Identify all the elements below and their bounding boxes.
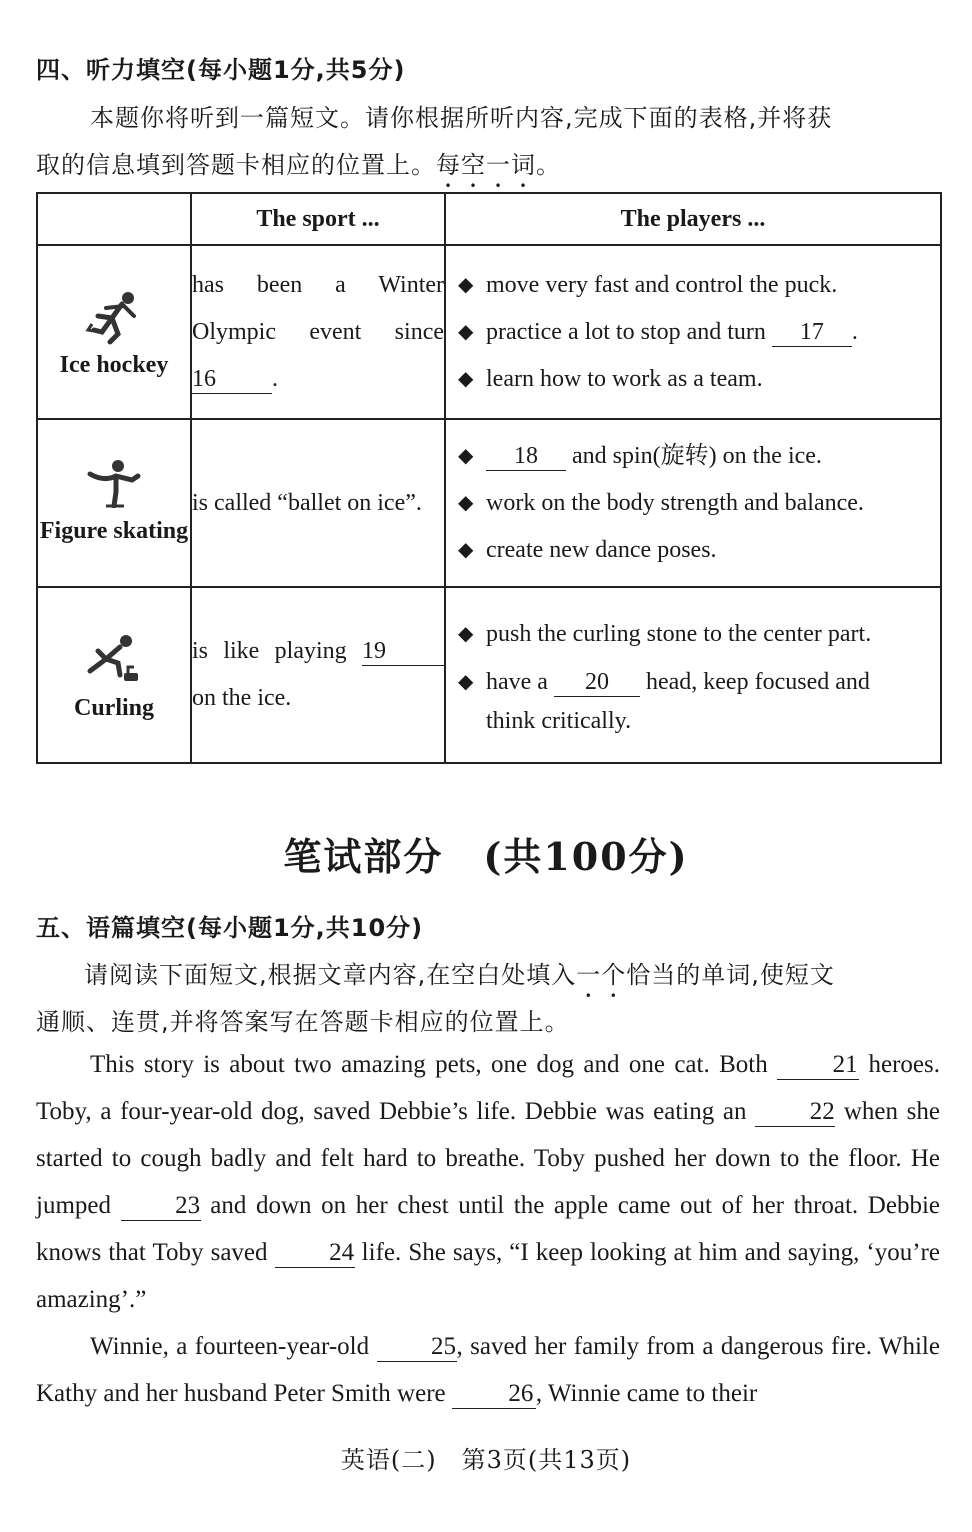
answer-blank: 16 [192, 365, 272, 394]
sport-cell [37, 587, 191, 763]
instruction-end: 。 [536, 151, 561, 179]
item-text: have a [486, 668, 554, 695]
sport-description [191, 587, 445, 763]
list-item [458, 433, 934, 480]
passage-text: when she started to cough badly and felt hard to breathe. Toby pushed her down to the floor. He jumped [36, 1098, 940, 1219]
answer-blank: 21 [777, 1051, 859, 1080]
passage-text: and down on her chest until the apple came out of her throat. Debbie knows that Toby saved [36, 1192, 940, 1266]
curling-icon [84, 629, 144, 689]
description-end: . [272, 365, 278, 392]
players-cell [445, 419, 941, 587]
header-empty [37, 193, 191, 245]
section4-instruction-line1: 本题你将听到一篇短文。请你根据所听内容,完成下面的表格,并将获 [90, 104, 833, 132]
list-item-continued [458, 702, 934, 740]
description-text: has been a Winter Olympic event since [192, 271, 444, 345]
answer-blank: 19 [362, 637, 444, 666]
description-text: is like playing [192, 638, 347, 664]
diamond-bullet-icon: ◆ [458, 538, 474, 561]
list-item [458, 527, 934, 574]
description-end: on the ice. [192, 685, 292, 711]
answer-blank: 26 [452, 1380, 536, 1409]
sport-cell [37, 245, 191, 419]
item-end: head, keep focused and [639, 668, 870, 695]
diamond-bullet-icon: ◆ [458, 273, 474, 296]
list-item [458, 662, 934, 702]
instruction-text: 取的信息填到答题卡相应的位置上。 [36, 151, 436, 179]
instruction-text-2: 恰当的单词,使短文 [626, 961, 835, 989]
passage-text: heroes. Toby, a four-year-old dog, saved Debbie’s life. Debbie was eating an [36, 1051, 940, 1125]
passage-paragraph [36, 1041, 940, 1323]
answer-blank: 25 [377, 1333, 457, 1362]
list-item [458, 356, 934, 403]
diamond-bullet-icon: ◆ [458, 670, 474, 693]
table-row [37, 587, 941, 763]
figure-skating-icon [84, 458, 144, 508]
table-row [37, 419, 941, 587]
answer-blank: 17 [772, 318, 852, 347]
passage-text: life. She says, “I keep looking at him and saying, ‘you’re amazing’.” [36, 1239, 940, 1313]
sport-description [191, 419, 445, 587]
section5-heading: 五、语篇填空(每小题1分,共10分) [36, 914, 424, 942]
section4-instruction-line2 [36, 145, 561, 193]
passage-paragraph [36, 1323, 940, 1417]
header-sport: The sport ... [191, 193, 445, 245]
table-row [37, 245, 941, 419]
item-text: work on the body strength and balance. [486, 489, 864, 516]
listening-table [36, 192, 942, 764]
item-text: move very fast and control the puck. [486, 271, 838, 298]
sport-name: Figure skating [39, 518, 189, 544]
answer-blank: 24 [275, 1239, 355, 1268]
instruction-text: 请阅读下面短文,根据文章内容,在空白处填入 [84, 961, 577, 989]
section5-instruction-line1 [84, 955, 835, 1003]
diamond-bullet-icon: ◆ [458, 367, 474, 390]
diamond-bullet-icon: ◆ [458, 491, 474, 514]
table-header-row [37, 193, 941, 245]
item-text: practice a lot to stop and turn [486, 318, 772, 345]
players-cell [445, 587, 941, 763]
reading-passage [36, 1041, 940, 1417]
sport-name: Curling [73, 694, 154, 721]
item-text: and spin(旋转) on the ice. [566, 442, 822, 469]
sport-name: Ice hockey [59, 351, 169, 378]
item-text: create new dance poses. [486, 536, 717, 563]
list-item [458, 262, 934, 309]
item-text: think critically. [486, 707, 632, 734]
passage-text: , Winnie came to their [535, 1380, 758, 1407]
header-players: The players ... [445, 193, 941, 245]
emphasized-text: 每空一词 [436, 151, 536, 179]
ice-hockey-icon [84, 286, 144, 346]
passage-text: , saved her family from a dangerous fire. While Kathy and her husband Peter Smith were [36, 1333, 940, 1407]
item-text: learn how to work as a team. [486, 365, 763, 392]
passage-text: This story is about two amazing pets, one dog and one cat. Both [90, 1051, 778, 1078]
page-footer: 英语(二) 第3页(共13页) [340, 1446, 632, 1474]
players-cell [445, 245, 941, 419]
emphasized-text: 一个 [576, 961, 627, 989]
diamond-bullet-icon: ◆ [458, 622, 474, 645]
list-item [458, 480, 934, 527]
answer-blank: 20 [554, 668, 640, 697]
item-end: . [851, 318, 858, 345]
section5-instruction-line2: 通顺、连贯,并将答案写在答题卡相应的位置上。 [36, 1008, 570, 1036]
list-item [458, 309, 934, 356]
sport-cell [37, 419, 191, 587]
diamond-bullet-icon: ◆ [458, 320, 474, 343]
answer-blank: 22 [755, 1098, 835, 1127]
list-item [458, 611, 934, 658]
item-text: push the curling stone to the center part. [486, 620, 872, 647]
diamond-bullet-icon: ◆ [458, 444, 474, 467]
section4-heading: 四、听力填空(每小题1分,共5分) [36, 56, 406, 84]
answer-blank: 18 [486, 442, 566, 471]
sport-description [191, 245, 445, 419]
description-text: is called “ballet on ice”. [192, 489, 422, 516]
written-part-title: 笔试部分 (共100分) [283, 834, 689, 879]
answer-blank: 23 [121, 1192, 201, 1221]
passage-text: Winnie, a fourteen-year-old [90, 1333, 377, 1360]
